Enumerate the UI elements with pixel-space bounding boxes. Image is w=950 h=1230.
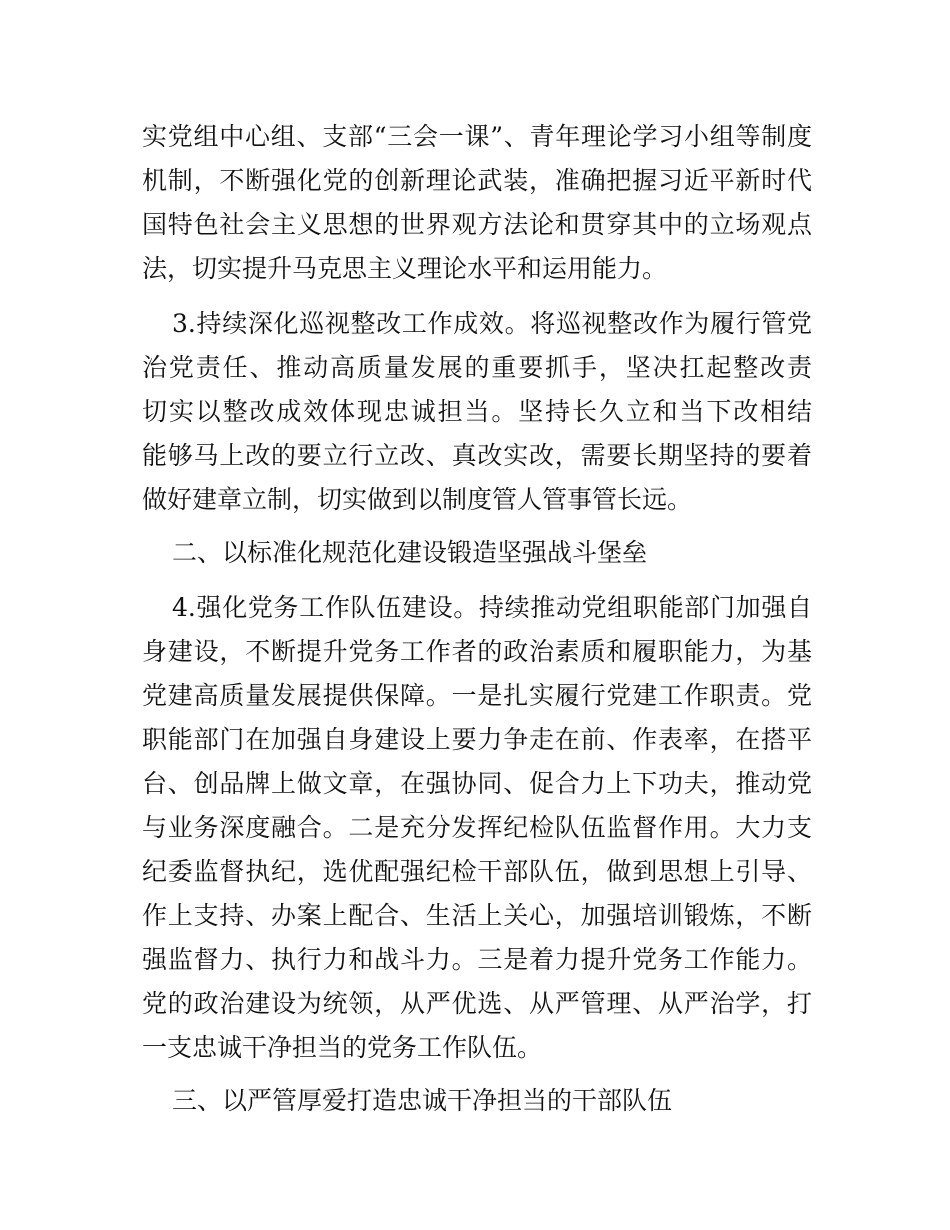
paragraph-4-line-1: 4.强化党务工作队伍建设。持续推动党组职能部门加强自 bbox=[172, 593, 812, 622]
section-heading-2: 二、以标准化规范化建设锻造坚强战斗堡垒 bbox=[172, 538, 648, 567]
paragraph-4-line-10: 党的政治建设为统领，从严优选、从严管理、从严治学，打 bbox=[142, 989, 812, 1018]
paragraph-2-line-3: 切实以整改成效体现忠诚担当。坚持长久立和当下改相结 bbox=[142, 397, 812, 426]
paragraph-1-line-2: 机制，不断强化党的创新理论武装，准确把握习近平新时代 bbox=[142, 166, 812, 195]
paragraph-4-line-5: 台、创品牌上做文章，在强协同、促合力上下功夫，推动党 bbox=[142, 769, 812, 798]
paragraph-4-line-8: 作上支持、办案上配合、生活上关心，加强培训锻炼，不断 bbox=[142, 901, 812, 930]
paragraph-1-line-1: 实党组中心组、支部“三会一课”、青年理论学习小组等制度 bbox=[142, 122, 812, 151]
paragraph-4-line-3: 党建高质量发展提供保障。一是扎实履行党建工作职责。党 bbox=[142, 681, 812, 710]
paragraph-4-line-11: 一支忠诚干净担当的党务工作队伍。 bbox=[142, 1033, 543, 1062]
paragraph-4-line-9: 强监督力、执行力和战斗力。三是着力提升党务工作能力。 bbox=[142, 945, 812, 974]
paragraph-2-line-5: 做好建章立制，切实做到以制度管人管事管长远。 bbox=[142, 485, 693, 514]
paragraph-2-line-4: 能够马上改的要立行立改、真改实改，需要长期坚持的要着 bbox=[142, 441, 812, 470]
paragraph-1-line-4: 法，切实提升马克思主义理论水平和运用能力。 bbox=[142, 254, 668, 283]
paragraph-4-line-7: 纪委监督执纪，选优配强纪检干部队伍，做到思想上引导、 bbox=[142, 857, 812, 886]
paragraph-4-line-6: 与业务深度融合。二是充分发挥纪检队伍监督作用。大力支 bbox=[142, 813, 812, 842]
paragraph-2-line-1: 3.持续深化巡视整改工作成效。将巡视整改作为履行管党 bbox=[172, 309, 812, 338]
paragraph-4-line-4: 职能部门在加强自身建设上要力争走在前、作表率，在搭平 bbox=[142, 725, 812, 754]
section-heading-3: 三、以严管厚爱打造忠诚干净担当的干部队伍 bbox=[172, 1086, 673, 1115]
paragraph-2-line-2: 治党责任、推动高质量发展的重要抓手，坚决扛起整改责 bbox=[142, 353, 812, 382]
paragraph-1-line-3: 国特色社会主义思想的世界观方法论和贯穿其中的立场观点 bbox=[142, 210, 812, 239]
paragraph-4-line-2: 身建设，不断提升党务工作者的政治素质和履职能力，为基 bbox=[142, 637, 812, 666]
